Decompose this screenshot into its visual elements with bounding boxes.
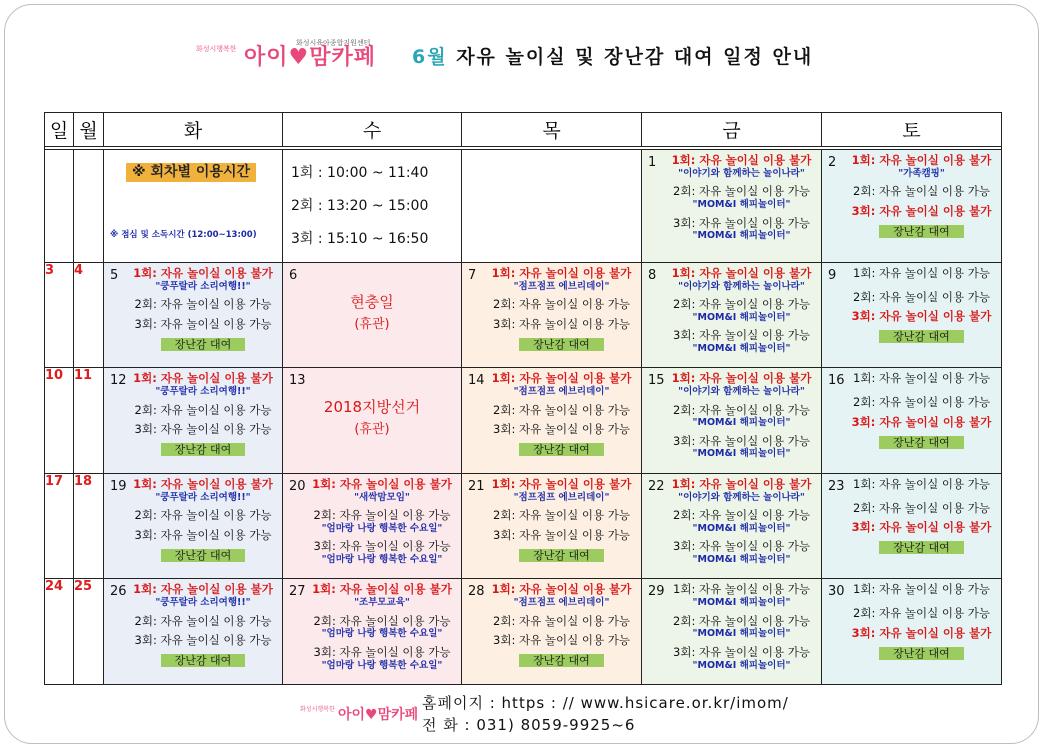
page-title xyxy=(412,42,813,69)
week-row xyxy=(45,150,1002,263)
homepage-link[interactable]: 홈페이지 : https : // www.hsicare.or.kr/imom/ xyxy=(422,694,789,712)
title-text: 자유 놀이실 및 장난감 대여 일정 안내 xyxy=(447,46,814,68)
day-cell-9: 9 1회: 자유 놀이실 이용 가능 2회: 자유 놀이실 이용 가능 3회: 자유 놀이실 이용 불가 장난감 대여 xyxy=(822,262,1002,368)
day-cell-13: 13 2018지방선거 (휴관) xyxy=(283,368,462,474)
footer-logo-sub: 화성시행복한 xyxy=(300,706,335,713)
day-cell-22: 22 1회: 자유 놀이실 이용 불가 "이야기와 함께하는 놀이나라" 2회: 자유 놀이실 이용 가능 "MOM&I 해피놀이터" 3회: 자유 놀이실 이용 가능 "MOM&I 해피놀이터" xyxy=(642,473,822,579)
day-cell-23: 23 1회: 자유 놀이실 이용 가능 2회: 자유 놀이실 이용 가능 3회: 자유 놀이실 이용 불가 장난감 대여 xyxy=(822,473,1002,579)
day-cell-16: 16 1회: 자유 놀이실 이용 가능 2회: 자유 놀이실 이용 가능 3회: 자유 놀이실 이용 불가 장난감 대여 xyxy=(822,368,1002,474)
lunch-note: ※ 점심 및 소독시간 (12:00~13:00) xyxy=(110,230,257,241)
day-cell-28: 28 1회: 자유 놀이실 이용 불가 "점프점프 에브리데이" 2회: 자유 놀이실 이용 가능 3회: 자유 놀이실 이용 가능 장난감 대여 xyxy=(462,579,642,685)
contact-info xyxy=(422,692,789,736)
logo-tiny: 화성시육아종합지원센터 xyxy=(296,39,371,47)
day-cell-26: 26 1회: 자유 놀이실 이용 불가 "쿵푸랄라 소리여행!!" 2회: 자유 놀이실 이용 가능 3회: 자유 놀이실 이용 가능 장난감 대여 xyxy=(104,579,283,685)
footer-logo-main: 아이♥맘카페 xyxy=(338,707,419,723)
logo-main: 아이♥맘카페 xyxy=(244,45,376,70)
day-header-wed: 수 xyxy=(283,113,462,147)
day-header-tue: 화 xyxy=(104,113,283,147)
day-cell-19: 19 1회: 자유 놀이실 이용 불가 "쿵푸랄라 소리여행!!" 2회: 자유 놀이실 이용 가능 3회: 자유 놀이실 이용 가능 장난감 대여 xyxy=(104,473,283,579)
day-cell-30: 30 1회: 자유 놀이실 이용 가능 2회: 자유 놀이실 이용 가능 3회: 자유 놀이실 이용 불가 장난감 대여 xyxy=(822,579,1002,685)
week-row: 17 18 19 1회: 자유 놀이실 이용 불가 "쿵푸랄라 소리여행!!" 2회: 자유 놀이실 이용 가능 3회: 자유 놀이실 이용 가능 장난감 대여 20 1회: 자유 놀이실 이용 불가 "새싹맘모임" 2회: 자유 놀이실 이용 가능 "엄마랑 나랑 행복한 수요일" 3회: 자유 놀이실 이용 가능 "엄마랑 나랑 행복한 수요일" 21 1회: 자유 놀이실 이용 불가 "점프점프 에브리데이" 2회: 자유 놀이실 이용 가능 3회: 자유 놀이실 이용 가능 장난감 대여 22 1회: 자유 놀이실 이용 불가 "이야기와 함께하는 놀이나라" 2회: 자유 놀이실 이용 가능 "MOM&I 해피놀이터" 3회: 자유 놀이실 이용 가능 "MOM&I 해피놀이터" 23 1회: 자유 놀이실 이용 가능 2회: 자유 놀이실 이용 가능 3회: 자유 놀이실 이용 불가 장난감 대여 xyxy=(45,473,1002,579)
day-cell-5: 5 1회: 자유 놀이실 이용 불가 "쿵푸랄라 소리여행!!" 2회: 자유 놀이실 이용 가능 3회: 자유 놀이실 이용 가능 장난감 대여 xyxy=(104,262,283,368)
time-list xyxy=(283,150,462,263)
time-slot-1: 1회 : 10:00 ~ 11:40 xyxy=(291,165,429,182)
day-cell-21: 21 1회: 자유 놀이실 이용 불가 "점프점프 에브리데이" 2회: 자유 놀이실 이용 가능 3회: 자유 놀이실 이용 가능 장난감 대여 xyxy=(462,473,642,579)
day-header-sun: 일 xyxy=(45,113,74,147)
day-cell-27: 27 1회: 자유 놀이실 이용 불가 "조부모교육" 2회: 자유 놀이실 이용 가능 "엄마랑 나랑 행복한 수요일" 3회: 자유 놀이실 이용 가능 "엄마랑 나랑 행복한 수요일" xyxy=(283,579,462,685)
day-cell-6: 6 현충일 (휴관) xyxy=(283,262,462,368)
week-row: 10 11 12 1회: 자유 놀이실 이용 불가 "쿵푸랄라 소리여행!!" 2회: 자유 놀이실 이용 가능 3회: 자유 놀이실 이용 가능 장난감 대여 13 2018지방선거 (휴관) 14 1회: 자유 놀이실 이용 불가 "점프점프 에브리데이" 2회: 자유 놀이실 이용 가능 3회: 자유 놀이실 이용 가능 장난감 대여 15 1회: 자유 놀이실 이용 불가 "이야기와 함께하는 놀이나라" 2회: 자유 놀이실 이용 가능 "MOM&I 해피놀이터" 3회: 자유 놀이실 이용 가능 "MOM&I 해피놀이터" 16 1회: 자유 놀이실 이용 가능 2회: 자유 놀이실 이용 가능 3회: 자유 놀이실 이용 불가 장난감 대여 xyxy=(45,368,1002,474)
week-row: 3 4 5 1회: 자유 놀이실 이용 불가 "쿵푸랄라 소리여행!!" 2회: 자유 놀이실 이용 가능 3회: 자유 놀이실 이용 가능 장난감 대여 6 현충일 (휴관) 7 1회: 자유 놀이실 이용 불가 "점프점프 에브리데이" 2회: 자유 놀이실 이용 가능 3회: 자유 놀이실 이용 가능 장난감 대여 8 1회: 자유 놀이실 이용 불가 "이야기와 함께하는 놀이나라" 2회: 자유 놀이실 이용 가능 "MOM&I 해피놀이터" 3회: 자유 놀이실 이용 가능 "MOM&I 해피놀이터" 9 1회: 자유 놀이실 이용 가능 2회: 자유 놀이실 이용 가능 3회: 자유 놀이실 이용 불가 장난감 대여 xyxy=(45,262,1002,368)
day-cell-1: 1 1회: 자유 놀이실 이용 불가 "이야기와 함께하는 놀이나라" 2회: 자유 놀이실 이용 가능 "MOM&I 해피놀이터" 3회: 자유 놀이실 이용 가능 "MOM&I 해피놀이터" xyxy=(642,150,822,263)
day-header-sat: 토 xyxy=(822,113,1002,147)
week-row: 24 25 26 1회: 자유 놀이실 이용 불가 "쿵푸랄라 소리여행!!" 2회: 자유 놀이실 이용 가능 3회: 자유 놀이실 이용 가능 장난감 대여 27 1회: 자유 놀이실 이용 불가 "조부모교육" 2회: 자유 놀이실 이용 가능 "엄마랑 나랑 행복한 수요일" 3회: 자유 놀이실 이용 가능 "엄마랑 나랑 행복한 수요일" 28 1회: 자유 놀이실 이용 불가 "점프점프 에브리데이" 2회: 자유 놀이실 이용 가능 3회: 자유 놀이실 이용 가능 장난감 대여 29 1회: 자유 놀이실 이용 가능 "MOM&I 해피놀이터" 2회: 자유 놀이실 이용 가능 "MOM&I 해피놀이터" 3회: 자유 놀이실 이용 가능 "MOM&I 해피놀이터" 30 1회: 자유 놀이실 이용 가능 2회: 자유 놀이실 이용 가능 3회: 자유 놀이실 이용 불가 장난감 대여 xyxy=(45,579,1002,685)
day-cell-14: 14 1회: 자유 놀이실 이용 불가 "점프점프 에브리데이" 2회: 자유 놀이실 이용 가능 3회: 자유 놀이실 이용 가능 장난감 대여 xyxy=(462,368,642,474)
header xyxy=(0,30,1045,80)
logo-sub: 화성시행복한 xyxy=(196,45,237,53)
day-header-row xyxy=(45,113,1002,147)
schedule-calendar xyxy=(44,112,1002,685)
day-cell-15: 15 1회: 자유 놀이실 이용 불가 "이야기와 함께하는 놀이나라" 2회: 자유 놀이실 이용 가능 "MOM&I 해피놀이터" 3회: 자유 놀이실 이용 가능 "MOM&I 해피놀이터" xyxy=(642,368,822,474)
day-header-mon: 월 xyxy=(74,113,104,147)
title-month: 6월 xyxy=(412,46,448,68)
time-slot-3: 3회 : 15:10 ~ 16:50 xyxy=(291,231,429,248)
center-logo xyxy=(196,38,396,78)
day-header-thu: 목 xyxy=(462,113,642,147)
day-header-fri: 금 xyxy=(642,113,822,147)
time-notice xyxy=(104,150,283,263)
day-cell-2: 2 1회: 자유 놀이실 이용 불가 "가족캠핑" 2회: 자유 놀이실 이용 가능 3회: 자유 놀이실 이용 불가 장난감 대여 xyxy=(822,150,1002,263)
footer xyxy=(0,690,1045,740)
time-slot-2: 2회 : 13:20 ~ 15:00 xyxy=(291,198,429,215)
day-cell-29: 29 1회: 자유 놀이실 이용 가능 "MOM&I 해피놀이터" 2회: 자유 놀이실 이용 가능 "MOM&I 해피놀이터" 3회: 자유 놀이실 이용 가능 "MOM&I 해피놀이터" xyxy=(642,579,822,685)
day-cell-20: 20 1회: 자유 놀이실 이용 불가 "새싹맘모임" 2회: 자유 놀이실 이용 가능 "엄마랑 나랑 행복한 수요일" 3회: 자유 놀이실 이용 가능 "엄마랑 나랑 행복한 수요일" xyxy=(283,473,462,579)
day-cell-8: 8 1회: 자유 놀이실 이용 불가 "이야기와 함께하는 놀이나라" 2회: 자유 놀이실 이용 가능 "MOM&I 해피놀이터" 3회: 자유 놀이실 이용 가능 "MOM&I 해피놀이터" xyxy=(642,262,822,368)
time-badge: ※ 회차별 이용시간 xyxy=(126,163,256,182)
day-cell-7: 7 1회: 자유 놀이실 이용 불가 "점프점프 에브리데이" 2회: 자유 놀이실 이용 가능 3회: 자유 놀이실 이용 가능 장난감 대여 xyxy=(462,262,642,368)
day-cell-12: 12 1회: 자유 놀이실 이용 불가 "쿵푸랄라 소리여행!!" 2회: 자유 놀이실 이용 가능 3회: 자유 놀이실 이용 가능 장난감 대여 xyxy=(104,368,283,474)
phone-number: 전 화 : 031) 8059-9925~6 xyxy=(422,716,636,734)
toy-rental-badge: 장난감 대여 xyxy=(879,225,964,238)
